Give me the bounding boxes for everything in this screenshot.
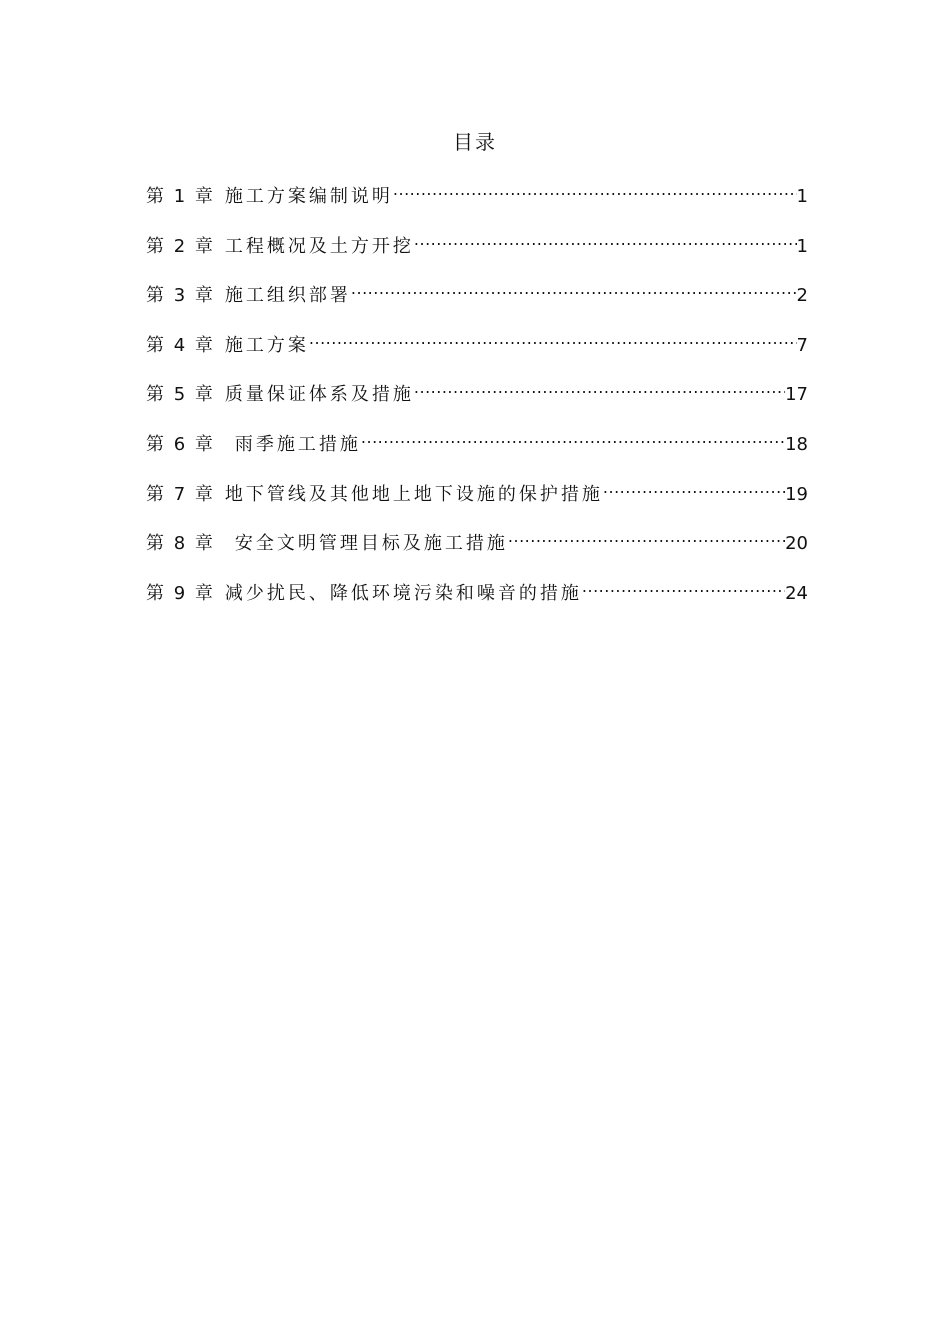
toc-entry[interactable] (146, 575, 808, 604)
toc-chapter-number: 第 8 章 (146, 533, 215, 555)
toc-chapter-number: 第 1 章 (146, 186, 215, 207)
toc-chapter-title: 地下管线及其他地上地下设施的保护措施 (224, 483, 603, 505)
toc-page-number: 1 (796, 186, 808, 207)
toc-chapter-number: 第 4 章 (146, 334, 215, 356)
toc-dot-leader (414, 228, 797, 252)
toc-entry[interactable] (146, 228, 808, 257)
toc-chapter-title: 安全文明管理目标及施工措施 (234, 533, 508, 555)
toc-entry[interactable] (146, 277, 808, 307)
toc-entry[interactable] (146, 178, 808, 207)
toc-chapter-number: 第 6 章 (146, 433, 215, 455)
toc-dot-leader (351, 277, 797, 301)
toc-chapter-number: 第 9 章 (146, 582, 215, 604)
toc-page-number: 1 (796, 235, 808, 257)
toc-entry[interactable] (146, 327, 808, 356)
toc-chapter-number: 第 3 章 (146, 285, 215, 307)
toc-chapter-title: 减少扰民、降低环境污染和噪音的措施 (224, 582, 582, 604)
toc-page-number: 18 (785, 433, 808, 455)
toc-dot-leader (309, 327, 797, 351)
toc-chapter-title: 质量保证体系及措施 (224, 384, 414, 406)
toc-chapter-number: 第 2 章 (146, 235, 215, 257)
toc-entry[interactable] (146, 476, 808, 505)
toc-dot-leader (508, 525, 785, 549)
toc-page-number: 17 (785, 384, 808, 406)
toc-dot-leader (393, 178, 797, 202)
toc-dot-leader (582, 575, 785, 599)
toc-entry[interactable] (146, 376, 808, 406)
toc-entry[interactable] (146, 525, 808, 555)
toc-chapter-title: 雨季施工措施 (234, 433, 361, 455)
toc-dot-leader (603, 476, 785, 500)
toc-chapter-title: 工程概况及土方开挖 (224, 235, 414, 257)
toc-dot-leader (361, 426, 785, 450)
toc-list (146, 178, 808, 624)
toc-page-number: 7 (796, 334, 808, 356)
toc-chapter-title: 施工组织部署 (224, 285, 351, 307)
toc-page-number: 20 (785, 533, 808, 555)
toc-page-number: 2 (796, 285, 808, 307)
toc-entry[interactable] (146, 426, 808, 455)
toc-title: 目录 (453, 130, 497, 154)
toc-dot-leader (414, 376, 785, 400)
toc-chapter-number: 第 7 章 (146, 483, 215, 505)
toc-chapter-title: 施工方案 (224, 334, 309, 356)
toc-chapter-title: 施工方案编制说明 (224, 186, 393, 207)
toc-chapter-number: 第 5 章 (146, 384, 215, 406)
toc-page-number: 19 (785, 483, 808, 505)
toc-page-number: 24 (785, 582, 808, 604)
